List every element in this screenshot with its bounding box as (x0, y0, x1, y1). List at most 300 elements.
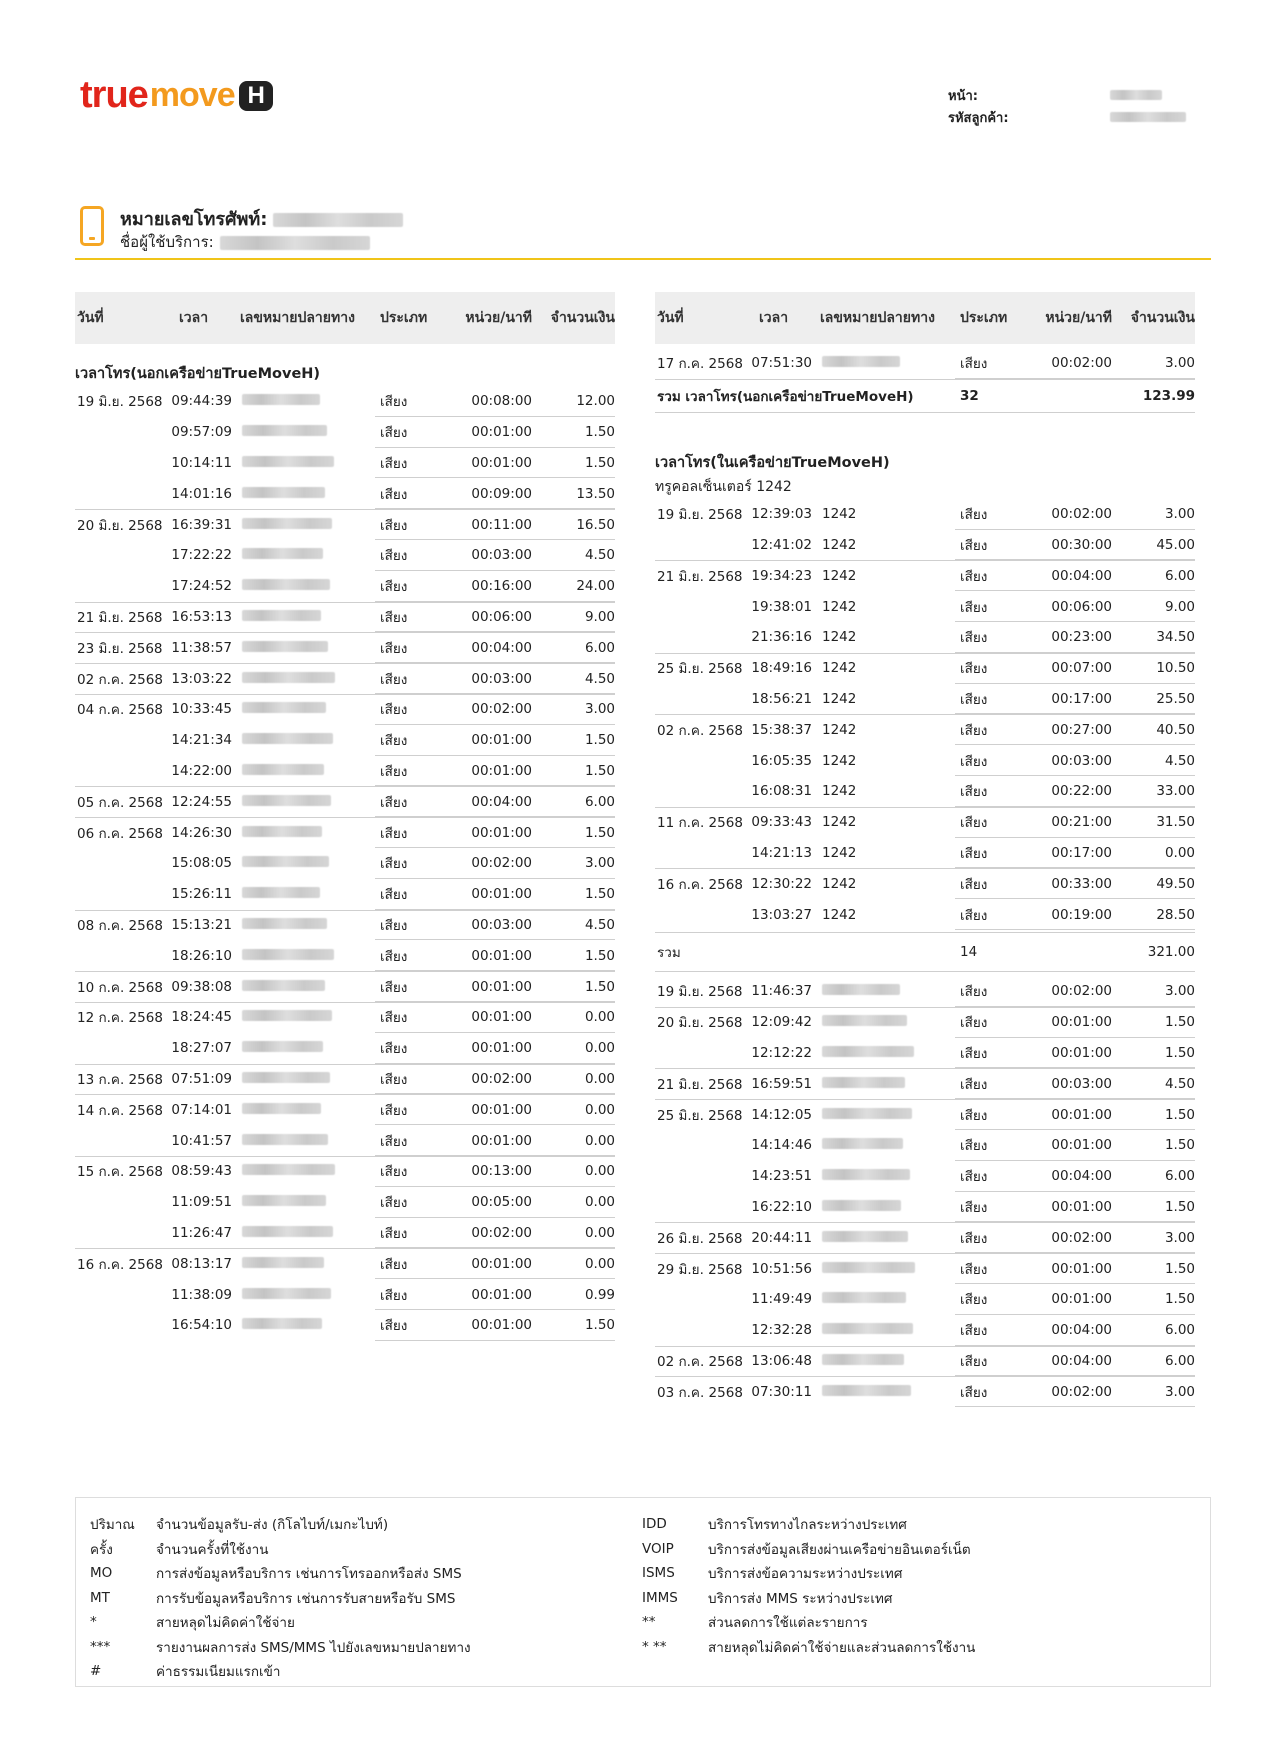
legend-key: ISMS (642, 1565, 675, 1582)
legend-right (642, 1512, 975, 1659)
row-date: 11 ก.ค. 2568 (657, 815, 743, 832)
destination-redacted (822, 1015, 907, 1026)
legend-value: การรับข้อมูลหรือบริการ เช่นการรับสายหรือรับ SMS (156, 1590, 456, 1607)
row-amount: 6.00 (584, 793, 615, 810)
row-destination (232, 1133, 374, 1149)
row-duration: 00:02:00 (471, 855, 532, 872)
header-destination: เลขหมายปลายทาง (820, 310, 935, 326)
row-time: 10:41:57 (171, 1132, 232, 1149)
destination-redacted (242, 487, 325, 498)
legend-key: VOIP (642, 1540, 674, 1557)
row-duration: 00:01:00 (1051, 1106, 1112, 1123)
destination-redacted (822, 1169, 910, 1180)
row-destination (232, 825, 374, 841)
row-amount: 3.00 (1164, 1229, 1195, 1246)
row-amount: 34.50 (1156, 629, 1195, 646)
row-time: 18:56:21 (751, 690, 812, 707)
row-type: เสียง (380, 486, 408, 503)
row-type: เสียง (960, 815, 988, 832)
destination-redacted (242, 702, 326, 713)
row-duration: 00:21:00 (1051, 814, 1112, 831)
table-row (75, 663, 615, 694)
header-unit: หน่วย/นาที (1045, 310, 1112, 326)
row-destination (232, 486, 374, 502)
row-duration: 00:01:00 (471, 1040, 532, 1057)
row-date: 12 ก.ค. 2568 (77, 1010, 163, 1027)
row-type: เสียง (380, 825, 408, 842)
row-time: 15:38:37 (751, 721, 812, 738)
row-time: 07:30:11 (751, 1383, 812, 1400)
customer-label: รหัสลูกค้า: (948, 111, 1009, 126)
destination-redacted (242, 1257, 324, 1268)
table-row (655, 807, 1195, 838)
legend-value: สายหลุดไม่คิดค่าใช้จ่ายและส่วนลดการใช้งาน (708, 1639, 976, 1656)
row-destination (812, 1199, 954, 1215)
row-type: เสียง (960, 1199, 988, 1216)
row-destination: 1242 (822, 598, 857, 615)
row-time: 11:26:47 (171, 1224, 232, 1241)
row-duration: 00:11:00 (471, 516, 532, 533)
row-time: 18:24:45 (171, 1009, 232, 1026)
destination-redacted (242, 1164, 335, 1175)
row-duration: 00:01:00 (471, 824, 532, 841)
row-amount: 0.00 (584, 1163, 615, 1180)
row-duration: 00:04:00 (1051, 567, 1112, 584)
row-date: 29 มิ.ย. 2568 (657, 1261, 743, 1278)
row-duration: 00:27:00 (1051, 721, 1112, 738)
legend-key: * ** (642, 1638, 667, 1655)
row-amount: 0.00 (584, 1009, 615, 1026)
row-type: เสียง (380, 548, 408, 565)
row-type: เสียง (960, 722, 988, 739)
row-amount: 1.50 (584, 947, 615, 964)
row-duration: 00:02:00 (471, 701, 532, 718)
row-time: 11:09:51 (171, 1194, 232, 1211)
row-time: 20:44:11 (751, 1229, 812, 1246)
row-destination: 1242 (822, 660, 857, 677)
row-amount: 0.00 (584, 1255, 615, 1272)
legend-key: *** (90, 1638, 111, 1655)
row-destination: 1242 (822, 783, 857, 800)
row-type: เสียง (960, 876, 988, 893)
row-type: เสียง (380, 579, 408, 596)
row-destination (812, 355, 954, 371)
table-row (655, 653, 1195, 684)
row-amount: 1.50 (1164, 1044, 1195, 1061)
row-amount: 3.00 (584, 701, 615, 718)
table-row (655, 899, 1195, 930)
row-destination (812, 1230, 954, 1246)
section-title: เวลาโทร(ในเครือข่ายTrueMoveH) (655, 454, 890, 471)
destination-redacted (822, 356, 900, 367)
row-type: เสียง (960, 537, 988, 554)
row-amount: 9.00 (584, 608, 615, 625)
row-duration: 00:05:00 (471, 1194, 532, 1211)
callcenter-total-row: รวม 14 321.00 (655, 932, 1195, 972)
row-date: 16 ก.ค. 2568 (77, 1256, 163, 1273)
row-time: 16:08:31 (751, 783, 812, 800)
row-amount: 12.00 (576, 393, 615, 410)
mobile-phone-icon (80, 206, 104, 246)
destination-redacted (242, 980, 325, 991)
row-type: เสียง (380, 1133, 408, 1150)
table-row (655, 1007, 1195, 1038)
row-date: 05 ก.ค. 2568 (77, 794, 163, 811)
row-time: 16:39:31 (171, 516, 232, 533)
destination-redacted (242, 1134, 328, 1145)
row-duration: 00:02:00 (1051, 506, 1112, 523)
row-duration: 00:03:00 (471, 670, 532, 687)
row-duration: 00:01:00 (1051, 1014, 1112, 1031)
row-duration: 00:09:00 (471, 485, 532, 502)
row-destination (812, 1384, 954, 1400)
table-row (75, 540, 615, 571)
table-row (655, 684, 1195, 715)
table-row (75, 417, 615, 448)
row-time: 14:26:30 (171, 824, 232, 841)
table-row (655, 348, 1195, 379)
legend-value: สายหลุดไม่คิดค่าใช้จ่าย (156, 1615, 295, 1632)
destination-redacted (242, 1318, 322, 1329)
table-row (75, 509, 615, 540)
destination-redacted (822, 1262, 915, 1273)
destination-redacted (242, 764, 324, 775)
destination-redacted (242, 548, 323, 559)
row-type: เสียง (960, 1107, 988, 1124)
row-time: 14:01:16 (171, 485, 232, 502)
row-destination (232, 979, 374, 995)
row-date: 21 มิ.ย. 2568 (657, 568, 743, 585)
row-amount: 1.50 (584, 454, 615, 471)
row-duration: 00:01:00 (1051, 1260, 1112, 1277)
row-amount: 1.50 (1164, 1014, 1195, 1031)
row-amount: 1.50 (584, 824, 615, 841)
row-duration: 00:02:00 (1051, 983, 1112, 1000)
row-date: 08 ก.ค. 2568 (77, 917, 163, 934)
row-duration: 00:16:00 (471, 578, 532, 595)
onnet-call-list (655, 976, 1195, 1407)
row-destination: 1242 (822, 721, 857, 738)
row-destination (232, 732, 374, 748)
row-duration: 00:01:00 (471, 762, 532, 779)
destination-redacted (242, 1041, 323, 1052)
legend-item (90, 1659, 471, 1684)
header-amount: จำนวนเงิน (1130, 310, 1195, 326)
row-amount: 6.00 (1164, 567, 1195, 584)
table-row (655, 1099, 1195, 1130)
row-time: 14:14:46 (751, 1137, 812, 1154)
row-amount: 1.50 (1164, 1291, 1195, 1308)
row-type: เสียง (380, 1041, 408, 1058)
row-destination (232, 1071, 374, 1087)
row-amount: 1.50 (584, 732, 615, 749)
row-type: เสียง (960, 845, 988, 862)
row-destination (232, 1040, 374, 1056)
row-time: 07:14:01 (171, 1101, 232, 1118)
table-row (75, 386, 615, 417)
legend-item (90, 1635, 471, 1660)
row-duration: 00:03:00 (1051, 1075, 1112, 1092)
row-duration: 00:01:00 (471, 1255, 532, 1272)
row-amount: 0.00 (584, 1224, 615, 1241)
table-row (655, 1068, 1195, 1099)
row-time: 15:13:21 (171, 916, 232, 933)
row-type: เสียง (960, 691, 988, 708)
row-type: เสียง (960, 1353, 988, 1370)
row-duration: 00:04:00 (1051, 1322, 1112, 1339)
row-type: เสียง (960, 568, 988, 585)
row-amount: 4.50 (584, 670, 615, 687)
row-amount: 0.00 (584, 1194, 615, 1211)
table-row (75, 1125, 615, 1156)
row-date: 02 ก.ค. 2568 (657, 1353, 743, 1370)
row-type: เสียง (960, 661, 988, 678)
legend-key: ปริมาณ (90, 1517, 135, 1534)
legend-key: MT (90, 1589, 110, 1606)
destination-redacted (822, 1077, 905, 1088)
row-date: 20 มิ.ย. 2568 (657, 1015, 743, 1032)
row-destination (232, 1287, 374, 1303)
row-destination: 1242 (822, 906, 857, 923)
row-type: เสียง (960, 1076, 988, 1093)
legend-item (90, 1512, 471, 1537)
row-time: 21:36:16 (751, 629, 812, 646)
table-row (75, 1187, 615, 1218)
user-name-redacted (220, 236, 370, 250)
table-row (75, 448, 615, 479)
table-row (75, 1002, 615, 1033)
table-row (655, 499, 1195, 530)
legend-key: ครั้ง (90, 1541, 113, 1558)
row-duration: 00:01:00 (471, 1286, 532, 1303)
row-type: เสียง (380, 887, 408, 904)
table-row (655, 1161, 1195, 1192)
row-date: 25 มิ.ย. 2568 (657, 661, 743, 678)
row-destination (232, 1317, 374, 1333)
header-values-redacted (1110, 90, 1186, 134)
callcenter-list (655, 499, 1195, 930)
table-row (655, 1253, 1195, 1284)
row-amount: 3.00 (1164, 983, 1195, 1000)
row-destination (232, 455, 374, 471)
header-date: วันที่ (77, 310, 104, 326)
destination-redacted (822, 1292, 906, 1303)
row-amount: 25.50 (1156, 690, 1195, 707)
table-row (655, 976, 1195, 1007)
row-destination (812, 1137, 954, 1153)
row-destination (232, 1163, 374, 1179)
row-time: 14:21:34 (171, 732, 232, 749)
row-type: เสียง (380, 1256, 408, 1273)
row-time: 12:09:42 (751, 1014, 812, 1031)
row-date: 17 ก.ค. 2568 (657, 356, 743, 373)
table-row (75, 817, 615, 848)
row-time: 18:49:16 (751, 660, 812, 677)
header-time: เวลา (179, 310, 209, 326)
row-destination: 1242 (822, 567, 857, 584)
row-amount: 1.50 (1164, 1106, 1195, 1123)
legend-value: จำนวนข้อมูลรับ-ส่ง (กิโลไบท์/เมกะไบท์) (156, 1517, 389, 1534)
row-destination (812, 1076, 954, 1092)
sub-title: ทรูคอลเซ็นเตอร์ 1242 (655, 478, 792, 495)
table-row (75, 571, 615, 602)
destination-redacted (242, 856, 329, 867)
legend-key: MO (90, 1565, 113, 1582)
row-destination (812, 1014, 954, 1030)
table-row (655, 1346, 1195, 1377)
destination-redacted (242, 672, 335, 683)
row-type: เสียง (960, 1261, 988, 1278)
row-time: 19:38:01 (751, 598, 812, 615)
row-type: เสียง (380, 948, 408, 965)
row-destination: 1242 (822, 536, 857, 553)
row-date: 06 ก.ค. 2568 (77, 825, 163, 842)
row-date: 21 มิ.ย. 2568 (77, 609, 163, 626)
row-time: 16:05:35 (751, 752, 812, 769)
row-type: เสียง (380, 1318, 408, 1335)
row-time: 11:46:37 (751, 983, 812, 1000)
row-amount: 1.50 (584, 424, 615, 441)
row-type: เสียง (380, 394, 408, 411)
table-row (655, 1130, 1195, 1161)
row-date: 04 ก.ค. 2568 (77, 702, 163, 719)
destination-redacted (822, 1385, 911, 1396)
row-time: 13:06:48 (751, 1352, 812, 1369)
row-duration: 00:01:00 (471, 454, 532, 471)
row-destination (232, 393, 374, 409)
destination-redacted (242, 394, 320, 405)
row-amount: 3.00 (1164, 355, 1195, 372)
right-column (655, 292, 1195, 1407)
row-time: 09:38:08 (171, 978, 232, 995)
row-type: เสียง (960, 1138, 988, 1155)
row-duration: 00:33:00 (1051, 875, 1112, 892)
row-duration: 00:01:00 (1051, 1137, 1112, 1154)
row-amount: 28.50 (1156, 906, 1195, 923)
destination-redacted (242, 826, 322, 837)
row-time: 11:49:49 (751, 1291, 812, 1308)
row-date: 02 ก.ค. 2568 (657, 722, 743, 739)
legend-item (642, 1537, 975, 1562)
row-duration: 00:01:00 (471, 886, 532, 903)
destination-redacted (242, 733, 333, 744)
row-date: 23 มิ.ย. 2568 (77, 640, 163, 657)
row-time: 09:44:39 (171, 393, 232, 410)
table-row (655, 714, 1195, 745)
row-duration: 00:01:00 (1051, 1291, 1112, 1308)
row-time: 09:33:43 (751, 814, 812, 831)
row-destination (232, 424, 374, 440)
row-time: 14:21:13 (751, 844, 812, 861)
row-date: 10 ก.ค. 2568 (77, 979, 163, 996)
row-type: เสียง (960, 1045, 988, 1062)
row-amount: 0.99 (584, 1286, 615, 1303)
table-header (75, 292, 615, 344)
row-destination (812, 1168, 954, 1184)
row-destination (232, 640, 374, 656)
table-row (75, 1064, 615, 1095)
row-destination (232, 671, 374, 687)
truemove-h-logo: true move H (80, 74, 273, 117)
row-destination (812, 1322, 954, 1338)
row-amount: 4.50 (1164, 752, 1195, 769)
row-destination (812, 1045, 954, 1061)
row-duration: 00:01:00 (471, 1101, 532, 1118)
row-time: 11:38:09 (171, 1286, 232, 1303)
row-time: 08:59:43 (171, 1163, 232, 1180)
legend-value: ค่าธรรมเนียมแรกเข้า (156, 1664, 281, 1681)
row-amount: 40.50 (1156, 721, 1195, 738)
destination-redacted (242, 518, 332, 529)
destination-redacted (822, 1046, 914, 1057)
row-destination: 1242 (822, 629, 857, 646)
row-destination (232, 1194, 374, 1210)
row-duration: 00:01:00 (471, 1317, 532, 1334)
row-duration: 00:01:00 (471, 1009, 532, 1026)
legend-key: IDD (642, 1516, 667, 1533)
row-duration: 00:04:00 (1051, 1168, 1112, 1185)
row-amount: 6.00 (1164, 1322, 1195, 1339)
row-duration: 00:07:00 (1051, 660, 1112, 677)
row-type: เสียง (380, 794, 408, 811)
legend-value: รายงานผลการส่ง SMS/MMS ไปยังเลขหมายปลายทาง (156, 1639, 471, 1656)
row-destination (232, 547, 374, 563)
table-row (75, 848, 615, 879)
row-duration: 00:13:00 (471, 1163, 532, 1180)
header-date: วันที่ (657, 310, 684, 326)
legend-item (642, 1512, 975, 1537)
table-row (75, 1248, 615, 1279)
row-destination (232, 917, 374, 933)
destination-redacted (242, 641, 328, 652)
row-type: เสียง (960, 984, 988, 1001)
row-type: เสียง (960, 1384, 988, 1401)
row-amount: 16.50 (576, 516, 615, 533)
row-time: 10:33:45 (171, 701, 232, 718)
row-time: 12:12:22 (751, 1044, 812, 1061)
row-duration: 00:22:00 (1051, 783, 1112, 800)
row-time: 16:22:10 (751, 1198, 812, 1215)
row-duration: 00:03:00 (471, 916, 532, 933)
legend-value: บริการส่ง MMS ระหว่างประเทศ (708, 1590, 893, 1607)
row-destination: 1242 (822, 506, 857, 523)
table-row (75, 940, 615, 971)
row-type: เสียง (960, 784, 988, 801)
destination-redacted (822, 1323, 913, 1334)
row-amount: 6.00 (1164, 1352, 1195, 1369)
row-amount: 1.50 (1164, 1198, 1195, 1215)
destination-redacted (242, 1072, 330, 1083)
row-type: เสียง (960, 907, 988, 924)
row-destination (232, 578, 374, 594)
row-date: 19 มิ.ย. 2568 (657, 507, 743, 524)
table-row (75, 1033, 615, 1064)
call-list (655, 348, 1195, 379)
row-time: 11:38:57 (171, 639, 232, 656)
row-amount: 49.50 (1156, 875, 1195, 892)
row-destination (232, 886, 374, 902)
row-duration: 00:04:00 (471, 793, 532, 810)
table-row (655, 776, 1195, 807)
row-time: 07:51:30 (751, 355, 812, 372)
row-divider (955, 929, 1195, 930)
row-divider (375, 1340, 615, 1341)
row-type: เสียง (380, 1287, 408, 1304)
row-destination: 1242 (822, 875, 857, 892)
row-duration: 00:01:00 (471, 732, 532, 749)
table-row (75, 756, 615, 787)
legend-box (75, 1497, 1211, 1687)
